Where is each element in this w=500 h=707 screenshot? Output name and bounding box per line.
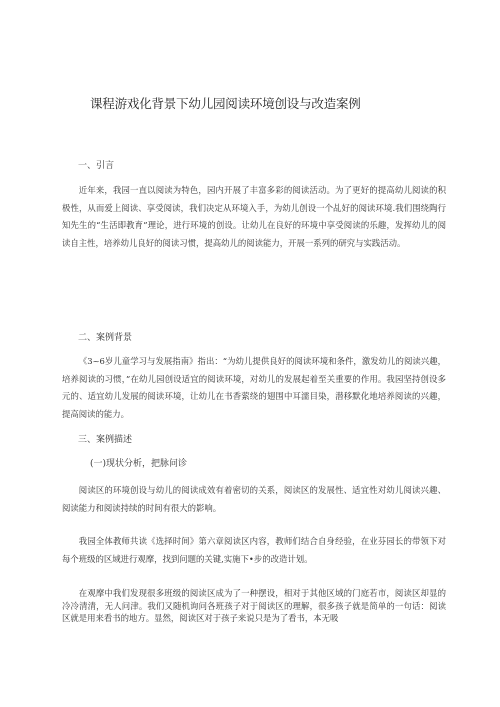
paragraph-analysis-2: 我园全体教师共读《选择时间》第六章阅读区内容，教师们结合自身经验，在业芬园长的带领下对每个班级的区域进行观摩，找到问题的关键,实施下•步的改造计划。	[62, 536, 446, 564]
section-heading-introduction: 一、引言	[78, 161, 115, 171]
paragraph-analysis-1: 阅读区的环境创设与幼儿的阅读成效有着密切的关系，阅读区的发展性、适宜性对幼儿阅读兴趣、阅读能力和阅读持续的时间有很大的影响。	[62, 485, 446, 513]
paragraph-analysis-3: 在观摩中我们发现很多班级的阅读区成为了一种摆设，相对于其他区域的门庭若市，阅读区却显的冷冷清清，无人问津。我们又随机询问各班孩子对于阅读区的理解，很多孩子就是简单的一句话：阅读区就是用来看书的地方。显然，阅读区对于孩子来说只是为了看书，本无吸	[62, 588, 446, 624]
section-heading-background: 二、案例背景	[78, 333, 133, 343]
document-title: 课程游戏化背景下幼儿园阅读环境创设与改造案例	[90, 96, 361, 111]
subsection-heading-analysis: (一)现状分析，把脉问诊	[90, 459, 188, 469]
paragraph-background: 《3~6岁儿童学习与发展指南》指出：“为幼儿提供良好的阅读环境和条件，激发幼儿的阅读兴趣，培养阅读的习惯，”在幼儿园创设适宜的阅读环境，对幼儿的发展起着至关重要的作用。我园坚持创设多元的、适宜幼儿发展的阅读环境，让幼儿在书香萦绕的翅围中耳濡目染，潜移默化地培养阅读的兴趣，提高阅读的能力。	[62, 356, 446, 419]
paragraph-introduction: 近年来，我园一直以阅读为特色，园内开展了丰富多彩的阅读活动。为了更好的提高幼儿阅读的积极性，从而爱上阅读、享受阅读，我们决定从环境入手，为幼儿创设一个乩好的阅读环境.我们围绕陶行知先生的“生活即教育”理论，进行环境的创设。让幼儿在良好的环境中享受阅读的乐趣，发挥幼儿的阅读自主性，培养幼儿良好的阅读习惯，提高幼儿的阅读能力，开展一系列的研究与实践活动。	[62, 185, 446, 248]
section-heading-description: 三、案例描述	[78, 435, 133, 445]
